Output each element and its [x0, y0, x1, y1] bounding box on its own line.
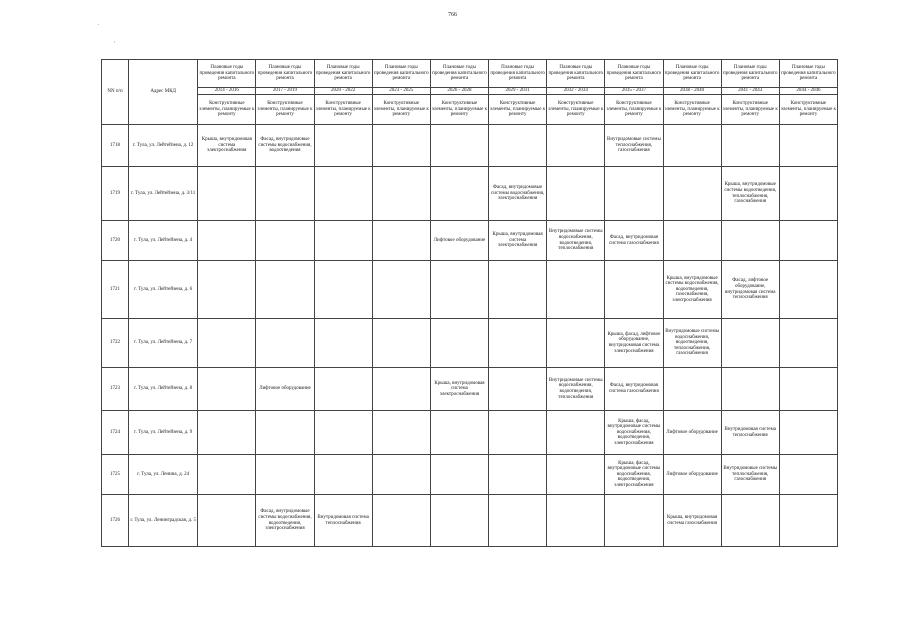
- year-range-header: 2035 - 2037: [605, 88, 663, 95]
- repair-elements-cell: Внутридомовые системы теплоснабжения, газоснабжения: [721, 455, 779, 495]
- period-header: Плановые годы проведения капитального ремонта: [721, 60, 779, 88]
- repair-elements-cell: [430, 319, 488, 368]
- repair-elements-cell: Лифтовое оборудование: [256, 368, 314, 411]
- repair-elements-cell: [721, 319, 779, 368]
- repair-elements-cell: [721, 125, 779, 167]
- repair-elements-cell: [198, 319, 256, 368]
- scan-mark: .: [98, 22, 100, 27]
- row-address: г. Тула, ул. Ленинградская, д. 5: [129, 495, 198, 547]
- repair-elements-cell: [372, 455, 430, 495]
- row-address: г. Тула, ул. Лейтейзена, д. 6: [129, 261, 198, 319]
- repair-elements-cell: [198, 411, 256, 455]
- repair-elements-cell: [372, 125, 430, 167]
- repair-elements-cell: [314, 319, 372, 368]
- repair-elements-cell: [605, 495, 663, 547]
- row-address: г. Тула, ул. Лейтейзена, д. 8: [129, 368, 198, 411]
- year-range-header: 2038 - 2040: [663, 88, 721, 95]
- repair-elements-cell: Фасад, внутридомовая система газоснабжения: [605, 368, 663, 411]
- repair-elements-cell: [314, 125, 372, 167]
- repair-elements-cell: [779, 368, 837, 411]
- elements-header: Конструктивные элементы, планируемые к ремонту: [314, 95, 372, 125]
- repair-elements-cell: [430, 411, 488, 455]
- repair-elements-cell: [198, 167, 256, 221]
- repair-elements-cell: [663, 167, 721, 221]
- repair-elements-cell: [779, 495, 837, 547]
- repair-elements-cell: [372, 167, 430, 221]
- table-header: [102, 60, 838, 125]
- repair-elements-cell: [430, 495, 488, 547]
- repair-elements-cell: [430, 455, 488, 495]
- repair-elements-cell: Крыша, внутридомовые системы водоснабжения, водоотведения, газоснабжения, электроснабжения: [663, 261, 721, 319]
- repair-elements-cell: [256, 167, 314, 221]
- elements-header: Конструктивные элементы, планируемые к ремонту: [779, 95, 837, 125]
- row-number: 1718: [102, 125, 129, 167]
- repair-elements-cell: [430, 261, 488, 319]
- repair-elements-cell: [314, 411, 372, 455]
- row-address: г. Тула, ул. Лейтейзена, д. 4: [129, 221, 198, 261]
- repair-elements-cell: Лифтовое оборудование: [430, 221, 488, 261]
- row-number: 1725: [102, 455, 129, 495]
- table-row: [102, 167, 838, 221]
- period-header: Плановые годы проведения капитального ремонта: [314, 60, 372, 88]
- year-range-header: 2026 - 2028: [430, 88, 488, 95]
- table-row: [102, 125, 838, 167]
- repair-elements-cell: [314, 167, 372, 221]
- elements-header: Конструктивные элементы, планируемые к ремонту: [547, 95, 605, 125]
- period-header: Плановые годы проведения капитального ремонта: [779, 60, 837, 88]
- repair-elements-cell: [489, 411, 547, 455]
- repair-elements-cell: Крыша, внутридомовые системы водоотведения, теплоснабжения, газоснабжения: [721, 167, 779, 221]
- repair-elements-cell: Внутридомовые системы водоснабжения, водоотведения, теплоснабжения: [547, 368, 605, 411]
- elements-header: Конструктивные элементы, планируемые к ремонту: [198, 95, 256, 125]
- repair-elements-cell: [779, 455, 837, 495]
- table-row: [102, 319, 838, 368]
- elements-header: Конструктивные элементы, планируемые к ремонту: [430, 95, 488, 125]
- repair-elements-cell: [547, 319, 605, 368]
- repair-elements-cell: Лифтовое оборудование: [663, 455, 721, 495]
- elements-header: Конструктивные элементы, планируемые к ремонту: [489, 95, 547, 125]
- repair-elements-cell: [547, 125, 605, 167]
- row-address: г. Тула, ул. Лейтейзена, д. 7: [129, 319, 198, 368]
- repair-elements-cell: Крыша, фасад, внутридомовые системы водоснабжения, водоотведения, электроснабжения: [605, 455, 663, 495]
- repair-elements-cell: Крыша, внутридомовая система электроснабжения: [430, 368, 488, 411]
- table-row: [102, 411, 838, 455]
- repair-elements-cell: [372, 368, 430, 411]
- repair-elements-cell: [314, 455, 372, 495]
- repair-elements-cell: [605, 167, 663, 221]
- repair-elements-cell: Внутридомовые системы водоснабжения, водоотведения, теплоснабжения: [547, 221, 605, 261]
- table-body: [102, 125, 838, 547]
- elements-header: Конструктивные элементы, планируемые к ремонту: [605, 95, 663, 125]
- repair-elements-cell: [314, 221, 372, 261]
- elements-header: Конструктивные элементы, планируемые к ремонту: [721, 95, 779, 125]
- repair-elements-cell: Внутридомовая система теплоснабжения: [721, 411, 779, 455]
- repair-elements-cell: [489, 455, 547, 495]
- period-header: Плановые годы проведения капитального ремонта: [256, 60, 314, 88]
- repair-elements-cell: Крыша, фасад, лифтовое оборудование, внутридомовая система электроснабжения: [605, 319, 663, 368]
- repair-elements-cell: Крыша, внутридомовая система электроснабжения: [198, 125, 256, 167]
- period-header: Плановые годы проведения капитального ремонта: [547, 60, 605, 88]
- table-row: [102, 368, 838, 411]
- repair-elements-cell: [489, 261, 547, 319]
- repair-elements-cell: [198, 455, 256, 495]
- repair-schedule-table: [101, 59, 838, 547]
- repair-elements-cell: Внутридомовые системы теплоснабжения, газоснабжения: [605, 125, 663, 167]
- repair-elements-cell: Крыша, фасад, внутридомовые системы водоснабжения, водоотведения, электроснабжения: [605, 411, 663, 455]
- repair-elements-cell: [430, 167, 488, 221]
- repair-elements-cell: [372, 221, 430, 261]
- repair-elements-cell: Лифтовое оборудование: [663, 411, 721, 455]
- repair-elements-cell: [198, 368, 256, 411]
- repair-elements-cell: [256, 455, 314, 495]
- repair-elements-cell: [547, 411, 605, 455]
- table-row: [102, 455, 838, 495]
- period-header: Плановые годы проведения капитального ремонта: [663, 60, 721, 88]
- repair-elements-cell: [198, 221, 256, 261]
- repair-elements-cell: [314, 368, 372, 411]
- row-number: 1723: [102, 368, 129, 411]
- row-number: 1720: [102, 221, 129, 261]
- nn-header: NN п/п: [102, 60, 129, 125]
- repair-elements-cell: [721, 495, 779, 547]
- table-row: [102, 495, 838, 547]
- repair-elements-cell: [256, 221, 314, 261]
- repair-elements-cell: Внутридомовая система теплоснабжения: [314, 495, 372, 547]
- row-address: г. Тула, ул. Лейтейзена, д. 9: [129, 411, 198, 455]
- repair-elements-cell: [489, 368, 547, 411]
- period-header: Плановые годы проведения капитального ремонта: [372, 60, 430, 88]
- row-number: 1724: [102, 411, 129, 455]
- repair-elements-cell: [314, 261, 372, 319]
- row-address: г. Тула, ул. Ленина, д. 24: [129, 455, 198, 495]
- repair-elements-cell: [663, 368, 721, 411]
- repair-elements-cell: [547, 455, 605, 495]
- repair-elements-cell: Внутридомовые системы водоснабжения, водоотведения, теплоснабжения, газоснабжения: [663, 319, 721, 368]
- repair-elements-cell: [721, 368, 779, 411]
- repair-elements-cell: [256, 261, 314, 319]
- repair-elements-cell: Фасад, лифтовое оборудование, внутридомовая система теплоснабжения: [721, 261, 779, 319]
- repair-elements-cell: [779, 319, 837, 368]
- elements-header: Конструктивные элементы, планируемые к ремонту: [256, 95, 314, 125]
- period-header: Плановые годы проведения капитального ремонта: [198, 60, 256, 88]
- repair-elements-cell: [663, 125, 721, 167]
- repair-elements-cell: [663, 221, 721, 261]
- elements-header: Конструктивные элементы, планируемые к ремонту: [663, 95, 721, 125]
- repair-elements-cell: [198, 261, 256, 319]
- repair-elements-cell: [547, 261, 605, 319]
- repair-elements-cell: [779, 411, 837, 455]
- period-header: Плановые годы проведения капитального ремонта: [489, 60, 547, 88]
- repair-elements-cell: [430, 125, 488, 167]
- repair-elements-cell: [605, 261, 663, 319]
- scan-mark: ': [114, 42, 115, 47]
- repair-elements-cell: [372, 319, 430, 368]
- period-header: Плановые годы проведения капитального ремонта: [430, 60, 488, 88]
- repair-elements-cell: Фасад, внутридомовая система газоснабжения: [605, 221, 663, 261]
- year-range-header: 2014 - 2016: [198, 88, 256, 95]
- table-row: [102, 261, 838, 319]
- repair-elements-cell: [779, 167, 837, 221]
- period-header: Плановые годы проведения капитального ремонта: [605, 60, 663, 88]
- repair-elements-cell: [256, 411, 314, 455]
- row-address: г. Тула, ул. Лейтейзена, д. 12: [129, 125, 198, 167]
- repair-elements-cell: [721, 221, 779, 261]
- repair-elements-cell: [547, 495, 605, 547]
- row-number: 1726: [102, 495, 129, 547]
- repair-elements-cell: Крыша, внутридомовая система электроснабжения: [489, 221, 547, 261]
- address-header: Адрес МКД: [129, 60, 198, 125]
- repair-elements-cell: [198, 495, 256, 547]
- repair-elements-cell: Фасад, внутридомовые системы водоснабжения, электроснабжения: [489, 167, 547, 221]
- year-range-header: 2032 - 2034: [547, 88, 605, 95]
- table-row: [102, 221, 838, 261]
- repair-elements-cell: [779, 125, 837, 167]
- repair-elements-cell: [779, 261, 837, 319]
- repair-elements-cell: [489, 495, 547, 547]
- repair-elements-cell: Крыша, внутридомовая система газоснабжения: [663, 495, 721, 547]
- row-address: г. Тула, ул. Лейтейзена, д. 3/11: [129, 167, 198, 221]
- year-range-header: 2029 - 2031: [489, 88, 547, 95]
- repair-elements-cell: [372, 495, 430, 547]
- year-range-header: 2023 - 2025: [372, 88, 430, 95]
- repair-elements-cell: [779, 221, 837, 261]
- repair-elements-cell: Фасад, внутридомовые системы водоснабжения, водоотведения: [256, 125, 314, 167]
- repair-elements-cell: [489, 319, 547, 368]
- row-number: 1719: [102, 167, 129, 221]
- year-range-header: 2044 - 2046: [779, 88, 837, 95]
- repair-elements-cell: Фасад, внутридомовые системы водоснабжения, водоотведения, электроснабжения: [256, 495, 314, 547]
- repair-elements-cell: [372, 261, 430, 319]
- year-range-header: 2017 - 2019: [256, 88, 314, 95]
- year-range-header: 2020 - 2022: [314, 88, 372, 95]
- repair-elements-cell: [547, 167, 605, 221]
- row-number: 1721: [102, 261, 129, 319]
- repair-elements-cell: [256, 319, 314, 368]
- elements-header: Конструктивные элементы, планируемые к ремонту: [372, 95, 430, 125]
- row-number: 1722: [102, 319, 129, 368]
- year-range-header: 2041 - 2043: [721, 88, 779, 95]
- page-number: 766: [448, 12, 457, 18]
- repair-elements-cell: [489, 125, 547, 167]
- repair-elements-cell: [372, 411, 430, 455]
